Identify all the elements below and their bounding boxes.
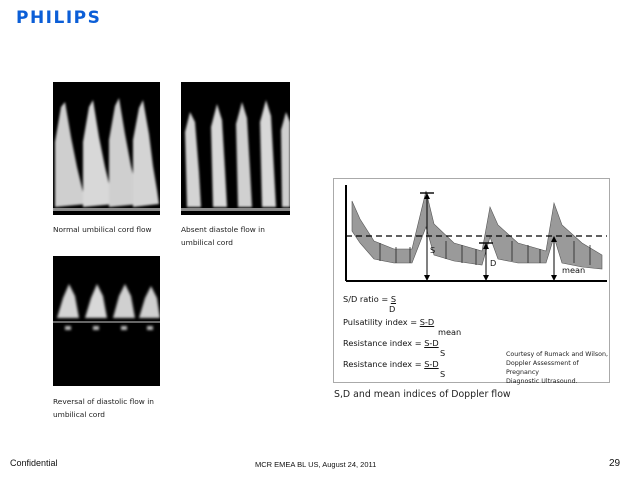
formula-label: Pulsatility index = <box>343 317 418 327</box>
label-mean: mean <box>562 265 586 275</box>
formula-numerator: S-D <box>419 317 435 327</box>
caption-line: Reversal of diastolic flow in <box>53 397 154 406</box>
doppler-indices-figure <box>333 178 610 383</box>
formula-label: S/D ratio = <box>343 294 389 304</box>
formula-resistance-1 <box>343 338 439 348</box>
courtesy-note <box>506 350 609 386</box>
formula-resistance-2 <box>343 359 439 369</box>
label-s: S <box>430 245 436 255</box>
formula-numerator: S <box>390 294 397 304</box>
formula-sd-ratio <box>343 294 396 304</box>
courtesy-line: Courtesy of Rumack and Wilson, <box>506 351 608 358</box>
formula-numerator: S-D <box>424 338 439 348</box>
formula-label: Resistance index = <box>343 359 422 369</box>
formula-resistance-1-denominator: S <box>440 348 446 358</box>
formula-pulsatility <box>343 317 434 327</box>
doppler-panel-absent-diastole <box>181 82 290 215</box>
normal-flow-waveform-image <box>53 82 160 215</box>
doppler-panel-reversed-diastole <box>53 256 160 386</box>
caption-line: Normal umbilical cord flow <box>53 225 152 234</box>
footer-confidential: Confidential <box>10 458 58 468</box>
caption-line: Absent diastole flow in <box>181 225 265 234</box>
reversed-diastole-waveform-image <box>53 256 160 386</box>
courtesy-line: Diagnostic Ultrasound. <box>506 378 578 385</box>
formula-label: Resistance index = <box>343 338 422 348</box>
formula-pulsatility-denominator: mean <box>438 327 462 337</box>
caption-line: umbilical cord <box>53 410 105 419</box>
absent-diastole-waveform-image <box>181 82 290 215</box>
formula-numerator: S-D <box>424 359 439 369</box>
caption-normal-flow <box>53 223 183 236</box>
caption-line: umbilical cord <box>181 238 233 247</box>
formula-sd-denominator: D <box>389 304 396 314</box>
footer-center-text: MCR EMEA BL US, August 24, 2011 <box>255 460 377 469</box>
label-d: D <box>490 258 497 268</box>
doppler-panel-normal <box>53 82 160 215</box>
philips-logo: PHILIPS <box>16 8 102 28</box>
caption-reversed-diastole <box>53 395 183 421</box>
formula-resistance-2-denominator: S <box>440 369 446 379</box>
figure-caption: S,D and mean indices of Doppler flow <box>334 389 511 400</box>
page-number: 29 <box>609 458 621 469</box>
caption-absent-diastole <box>181 223 311 249</box>
courtesy-line: Doppler Assessment of Pregnancy <box>506 360 579 376</box>
